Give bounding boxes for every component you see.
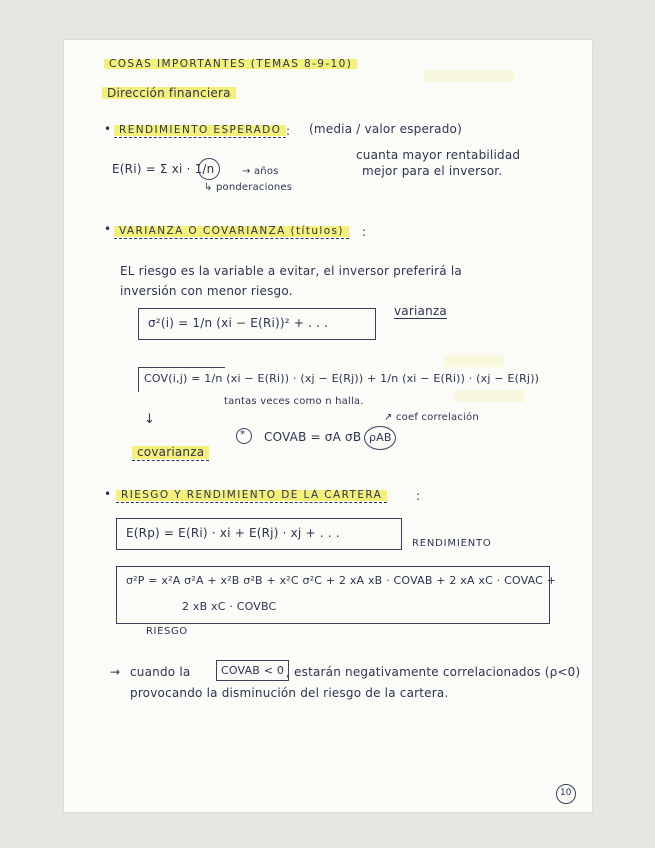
remark-line-2: mejor para el inversor. bbox=[362, 164, 503, 178]
rendimiento-cartera-formula: E(Rp) = E(Ri) · xi + E(Rj) · xj + . . . bbox=[126, 526, 340, 540]
riesgo-label: RIESGO bbox=[146, 626, 188, 637]
page-title: COSAS IMPORTANTES (TEMAS 8-9-10) bbox=[104, 58, 357, 70]
anos-label: → años bbox=[242, 166, 279, 177]
arrow-right-icon: → bbox=[110, 665, 121, 679]
conclusion-line-2: provocando la disminución del riesgo de la cartera. bbox=[130, 686, 449, 700]
riesgo-cartera-line-1: σ²P = x²A σ²A + x²B σ²B + x²C σ²C + 2 xA xB · COVAB + 2 xA xC · COVAC + bbox=[126, 574, 557, 587]
notebook-page bbox=[64, 40, 592, 812]
rendimiento-formula: E(Ri) = Σ xi · 1/n bbox=[112, 162, 215, 176]
rendimiento-label: RENDIMIENTO bbox=[412, 538, 492, 549]
bullet: • bbox=[104, 122, 112, 136]
arrow-down-icon: ↓ bbox=[144, 412, 155, 427]
rho-label: ρAB bbox=[369, 431, 392, 444]
bleed-through-mark bbox=[444, 355, 504, 367]
conclusion-text-a: cuando la bbox=[130, 665, 191, 679]
bullet: • bbox=[104, 487, 112, 501]
xi-circle bbox=[198, 158, 220, 180]
bleed-through-mark bbox=[424, 70, 514, 82]
cov-ab-formula: COVAB = σA σB bbox=[264, 430, 362, 444]
riesgo-text-line-1: EL riesgo es la variable a evitar, el inversor preferirá la bbox=[120, 264, 462, 278]
remark-line-1: cuanta mayor rentabilidad bbox=[356, 148, 521, 162]
rendimiento-note: (media / valor esperado) bbox=[309, 122, 462, 136]
conclusion-text-b: , estarán negativamente correlacionados (ρ<0) bbox=[286, 665, 581, 679]
colon: : bbox=[362, 225, 367, 239]
bullet: • bbox=[104, 222, 112, 236]
varianza-label: varianza bbox=[394, 304, 447, 318]
covarianza-label: covarianza bbox=[132, 445, 209, 461]
circled-mark: * bbox=[240, 429, 245, 440]
page-number: 10 bbox=[560, 788, 572, 798]
colon: : bbox=[286, 124, 291, 138]
section-heading-rendimiento: RENDIMIENTO ESPERADO bbox=[114, 124, 286, 138]
ponderaciones-label: ↳ ponderaciones bbox=[204, 182, 293, 193]
varianza-formula: σ²(i) = 1/n (xi − E(Ri))² + . . . bbox=[148, 316, 329, 330]
section-heading-varianza: VARIANZA O COVARIANZA (títulos) bbox=[114, 225, 349, 239]
bleed-through-mark bbox=[454, 390, 524, 402]
colon: : bbox=[416, 489, 421, 503]
cov-ab-box: COVAB < 0 bbox=[216, 660, 289, 681]
section-heading-cartera: RIESGO Y RENDIMIENTO DE LA CARTERA bbox=[116, 489, 387, 503]
tantas-veces-note: tantas veces como n halla. bbox=[224, 396, 364, 407]
coef-correlacion-label: ↗ coef correlación bbox=[384, 412, 479, 423]
page-subtitle: Dirección financiera bbox=[102, 86, 236, 100]
riesgo-cartera-line-2: 2 xB xC · COVBC bbox=[182, 600, 277, 613]
riesgo-text-line-2: inversión con menor riesgo. bbox=[120, 284, 293, 298]
covarianza-formula: COV(i,j) = 1/n (xi − E(Ri)) · (xj − E(Rj)) + 1/n (xi − E(Ri)) · (xj − E(Rj)) bbox=[144, 372, 540, 385]
